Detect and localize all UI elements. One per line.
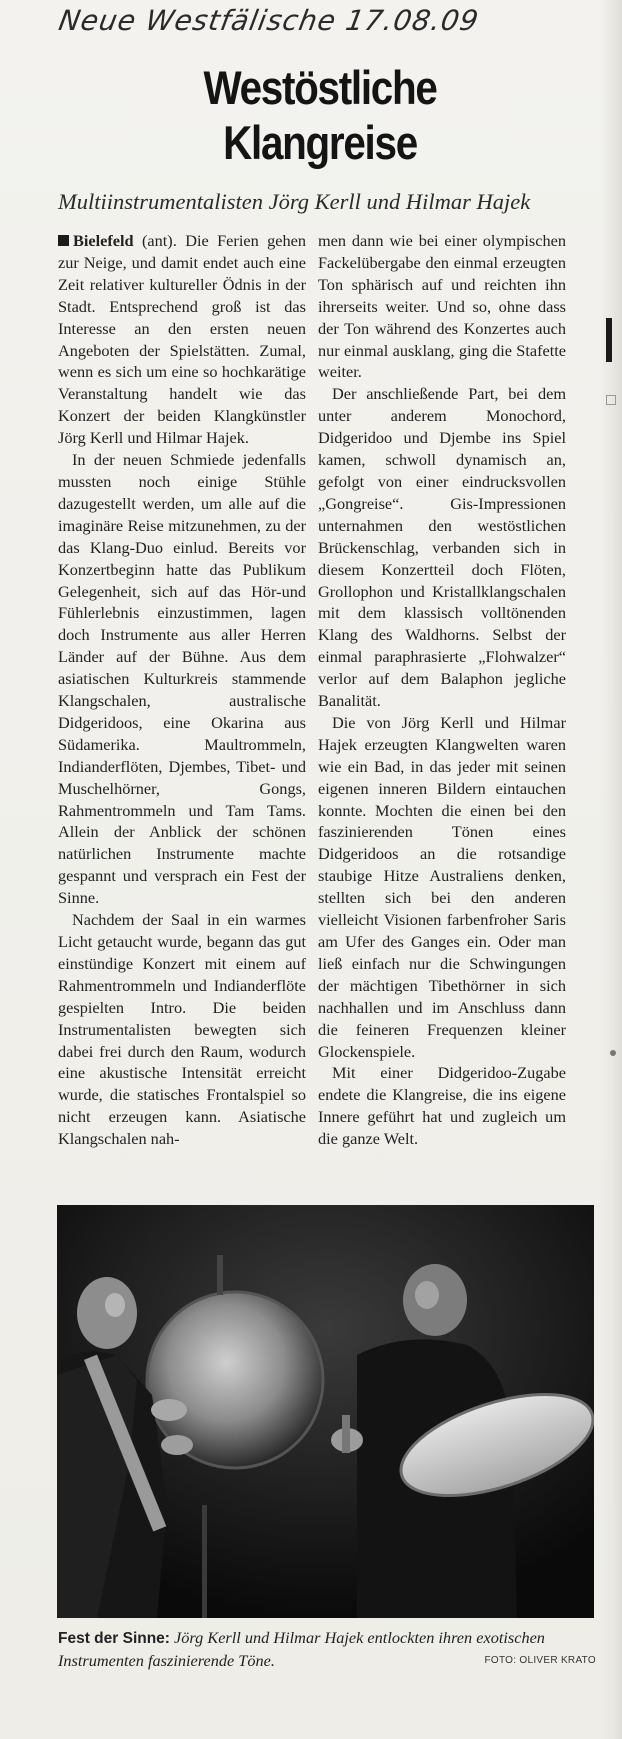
article-paragraph: Mit einer Didgeridoo-Zugabe endete die Klangreise, die ins eigene Innere geführt hat und zugleich um die ganze Welt. (318, 1063, 566, 1149)
photo-credit: FOTO: OLIVER KRATO (484, 1655, 596, 1666)
article-paragraph: Die von Jörg Kerll und Hilmar Hajek erzeugten Klangwelten waren wie ein Bad, in das jeder mit seinen eigenen inneren Bildern eintauchen konnte. Mochten die einen bei den faszinierenden Tönen eines Didgeridoos an die rotsandige staubige Hitze Australiens denken, stellten sich bei den anderen vielleicht Visionen farbenfroher Saris am Ufer des Ganges ein. Oder man ließ einfach nur die Schwingungen der mächtigen Tibethörner in sich nachhallen und im Anschluss dann die feineren Frequenzen kleiner Glockenspiele. (318, 712, 566, 1061)
article-column-right (318, 230, 566, 1150)
article-subtitle: Multiinstrumentalisten Jörg Kerll und Hilmar Hajek (58, 189, 531, 214)
article-headline (148, 60, 492, 170)
scan-edge-tick (606, 395, 616, 405)
article-paragraph: men dann wie bei einer olympischen Fackelübergabe den einmal erzeugten Ton sphärisch auf und reichten ihn ihrerseits weiter. Und so, ohne dass der Ton während des Konzertes auch nur einmal ausklang, ging die Stafette weiter. (318, 231, 566, 382)
concert-photo (57, 1205, 594, 1618)
handwritten-source-note: Neue Westfälische 17.08.09 (56, 4, 482, 37)
gong-stand (202, 1505, 207, 1618)
dateline-author: (ant). (133, 231, 186, 250)
scan-edge-dot (610, 1050, 616, 1056)
article-paragraph (58, 230, 306, 449)
article-paragraph: Nachdem der Saal in ein warmes Licht getaucht wurde, begann das gut einstündige Konzert mit einem auf Rahmentrommeln und Indianderflöte gespielten Intro. Die beiden Instrumentalisten bewegten sich dabei frei durch den Raum, wodurch eine akustische Intensität erreicht wurde, die statisches Frontalspiel so nicht erzeugen kann. Asiatische Klangschalen nah- (58, 910, 306, 1149)
article-paragraph: In der neuen Schmiede jedenfalls mussten noch einige Stühle dazugestellt werden, um alle auf die imaginäre Reise mitzunehmen, zu der das Klang-Duo einlud. Bereits vor Konzertbeginn hatte das Publikum Gelegenheit, sich auf das Hör-und Fühlerlebnis einzustimmen, lagen doch Instrumente aus aller Herren Länder auf der Bühne. Aus dem asiatischen Kulturkreis stammende Klangschalen, australische Didgeridoos, eine Okarina aus Südamerika. Maultrommeln, Indianderflöten, Djembes, Tibet- und Muschelhörner, Gongs, Rahmentrommeln und Tam Tams. Allein der Anblick der schönen natürlichen Instrumente machte gespannt und versprach ein Fest der Sinne. (58, 450, 306, 908)
dateline-city: Bielefeld (73, 231, 134, 250)
paragraph-marker-icon (58, 235, 69, 246)
caption-lead: Fest der Sinne: (58, 1630, 170, 1647)
scan-edge (600, 0, 622, 1739)
scan-edge-mark (606, 318, 612, 362)
headline-line-1: Westöstliche (203, 61, 437, 114)
concert-photo-illustration (57, 1205, 594, 1618)
headline-line-2: Klangreise (223, 116, 417, 169)
article-paragraph: Der anschließende Part, bei dem unter anderem Monochord, Didgeridoo und Djembe ins Spiel kamen, schwoll dynamisch an, gefolgt von einer eindrucksvollen „Gongreise“. Gis-Impressionen unternahmen den westöstlichen Brückenschlag, verbanden sich in diesem Konzertteil doch Flöten, Grollophon und Kristallklangschalen mit dem klassisch volltönenden Klang des Waldhorns. Selbst der einmal paraphrasierte „Flohwalzer“ verlor auf dem Balaphon jegliche Banalität. (318, 384, 566, 711)
paragraph-text: Die Ferien gehen zur Neige, und damit endet auch eine Zeit relativer kultureller Ödnis in der Stadt. Entsprechend groß ist das Interesse an den ersten neuen Angeboten der Spielstätten. Zumal, wenn es sich um eine so hochkarätige Veranstaltung handelt wie das Konzert der beiden Klangkünstler Jörg Kerll und Hilmar Hajek. (58, 231, 306, 448)
article-column-left (58, 230, 306, 1150)
caption-text: Jörg Kerll und Hilmar Hajek entlockten ihren exotischen Instrumenten faszinierende Töne. (58, 1628, 545, 1670)
